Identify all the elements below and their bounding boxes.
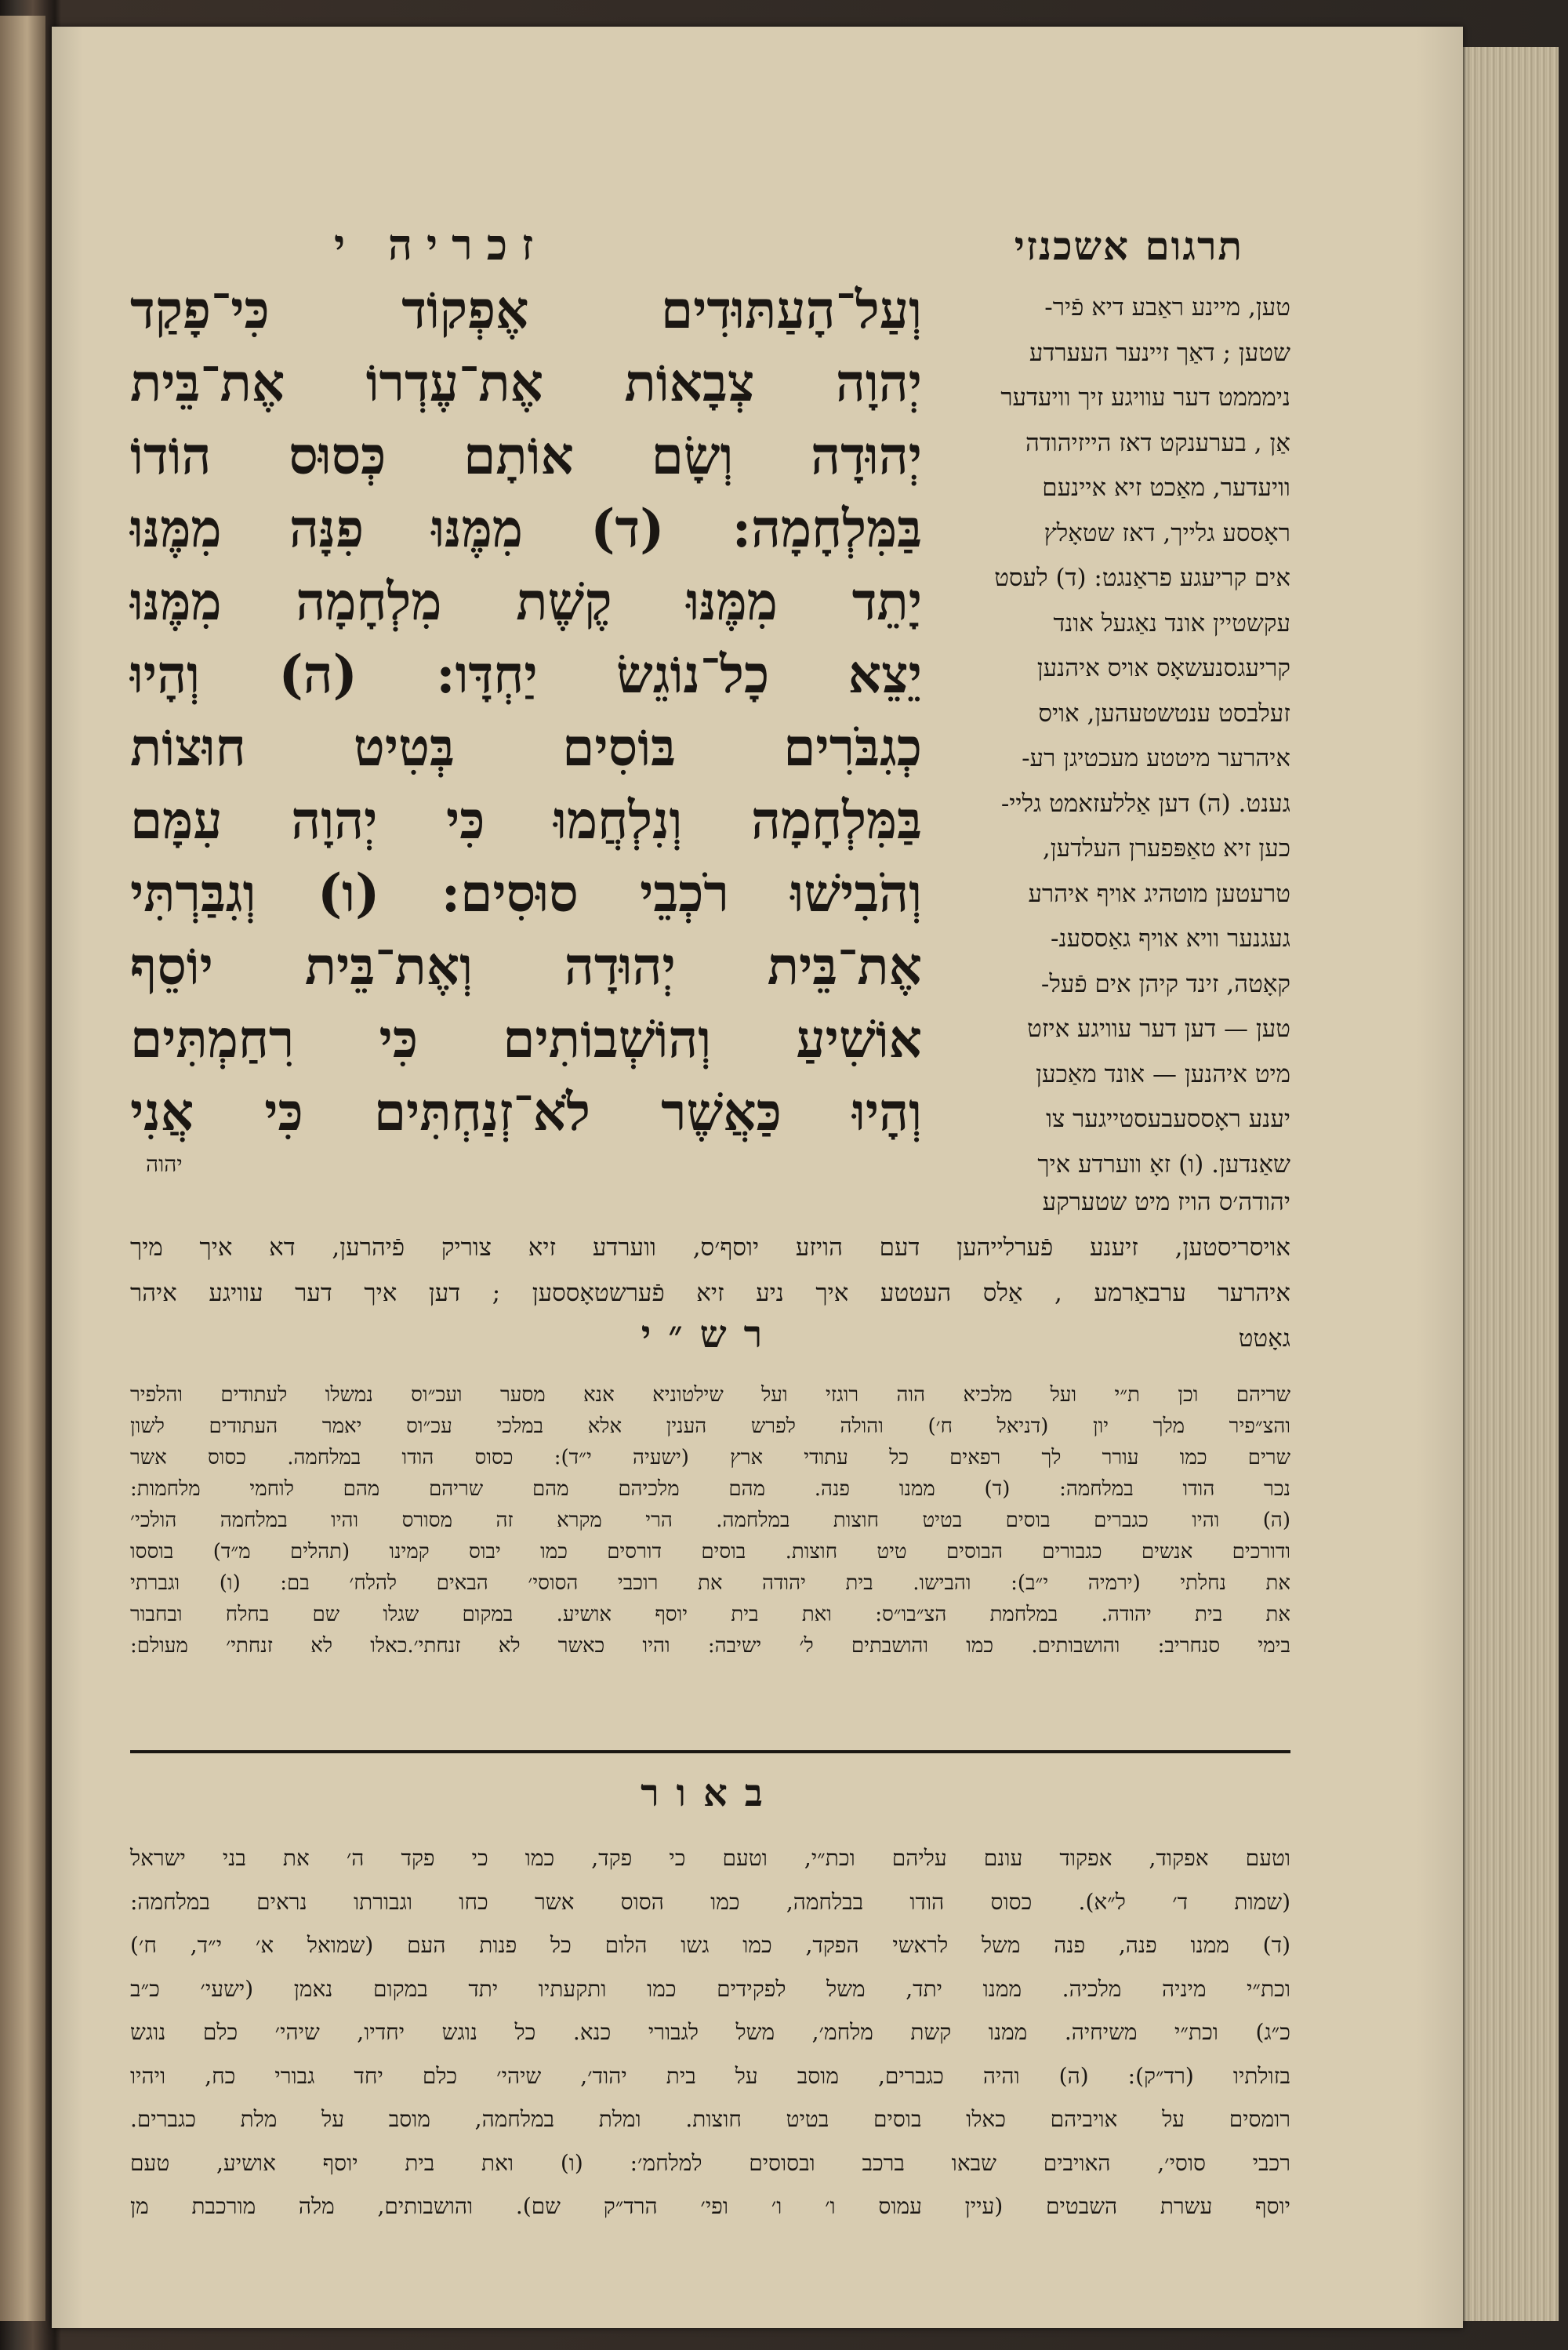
- rashi-line: את בית יהודה. במלחמת הצ״בו״ס: ואת בית יוסף אושיע. במקום שגלו שם בחלח ובחבור: [130, 1603, 1290, 1626]
- targum-line: יענע ראָססעבעסטייגער צו: [1046, 1105, 1290, 1133]
- targum-line: טען, מיינע ראַבע דיא פֿיר-: [1044, 293, 1290, 321]
- header-targum-title: תרגום אשכנזי: [1014, 223, 1243, 269]
- targum-line: וויעדער, מאַכט זיא איינעם: [1042, 474, 1290, 502]
- verse-line: וְעַל־הָעַתּוּדִים אֶפְקוֹד כִּי־פָקַד: [130, 279, 922, 340]
- rashi-heading: רש״י: [641, 1313, 780, 1357]
- verse-line: בַּמִּלְחָמָה: (ד) מִמֶּנּוּ פִנָּה מִמֶּנּוּ: [130, 498, 922, 559]
- targum-line: מיט איהנען — אונד מאַכען: [1036, 1059, 1290, 1088]
- catchword: יהוה: [146, 1151, 183, 1177]
- biur-commentary: [130, 1836, 1290, 2228]
- biur-line: יוסף עשרת השבטים (עיין עמוס ו׳ ו׳ ופי׳ הרד״ק שם). והושבותים, מלה מורכבת מן: [130, 2193, 1290, 2219]
- targum-line: אים קריעגע פראַנגט: (ד) לעסט: [994, 564, 1290, 592]
- targum-line: טרעטען מוטהיג אויף איהרע: [1028, 879, 1290, 908]
- rashi-line: את נחלתי (ירמיה י״ב): והבישו. בית יהודה את רוכבי הסוסי׳ הבאים להלח׳ בם: (ו) וגברתי: [130, 1571, 1290, 1595]
- targum-line: אַן , בערענקט דאז הייזיהודה: [1025, 428, 1290, 457]
- verse-line: וְהָיוּ כַּאֲשֶׁר לֹא־זְנַחְתִּים כִּי אֲנִי: [130, 1081, 922, 1142]
- biur-line: רכבי סוסי׳, האויבים שבאו ברכב ובסוסים למלחמ׳: (ו) ואת בית יוסף אושיע, טעם: [130, 2149, 1290, 2176]
- targum-line: נימממט דער עוויגע זיך וויעדער: [1000, 383, 1290, 412]
- rashi-line: שרים כמו עורר לך רפאים כל עתודי ארץ (ישעיה י״ד): כסוס הודו במלחמה. כסוס אשר: [130, 1446, 1290, 1469]
- targum-line: טען — דען דער עוויגע איזט: [1027, 1015, 1290, 1043]
- biur-line: כ״ג) וכת״י משיחיה. ממנו קשת מלחמ׳, משל לגבורי כנא. כל נוגש יחדיו, שיהי׳ כלם נוגש: [130, 2019, 1290, 2045]
- rashi-commentary: [130, 1379, 1290, 1662]
- targum-line: עקשטיין אונד נאַגעל אונד: [1053, 608, 1290, 637]
- rashi-line: ודורכים אנשים כגבורים הבוסים טיט חוצות. בוסים דורסים כמו יבוס קמינו (תהלים מ״ד) בוססו: [130, 1540, 1290, 1564]
- verse-column: [130, 274, 922, 1180]
- verse-line: וְהֹבִישׁוּ רֹכְבֵי סוּסִים: (ו) וְגִבַּרְתִּי: [130, 863, 922, 924]
- rashi-line: בימי סנחריב: והושבותים. כמו והושבתים ל׳ ישיבה: והיו כאשר לא זנחתי׳.כאלו לא זנחתי׳ מעולם:: [130, 1634, 1290, 1658]
- rashi-line: נכר הודו במלחמה: (ד) ממנו פנה. מהם מלכיהם מהם שריהם מהם לוחמי מלחמות:: [130, 1477, 1290, 1501]
- targum-line: כען זיא טאַפּפערן העלדען,: [1042, 834, 1290, 863]
- page-fore-edge: [1463, 47, 1559, 2321]
- targum-line: יהודה׳ס הויז מיט שטערקע: [1042, 1188, 1290, 1216]
- verse-line: יָתֵד מִמֶּנּוּ קֶשֶׁת מִלְחָמָה מִמֶּנּוּ: [130, 571, 922, 632]
- verse-line: יְהוּדָה וְשָׂם אוֹתָם כְּסוּס הוֹדוֹ: [130, 425, 922, 486]
- targum-line: גאָטט: [1238, 1324, 1290, 1353]
- biur-line: בזולתיו (רד״ק): (ה) והיה כגברים, מוסב על בית יהוד׳, שיהי׳ כלם יחד גבורי כח, ויהיו: [130, 2062, 1290, 2089]
- page-content: [130, 183, 1290, 2238]
- targum-line: קאָטה, זינד קיהן אים פֿעל-: [1040, 969, 1290, 998]
- biur-line: (שמות ד׳ ל״א). כסוס הודו בבלחמה, כמו הסוס אשר כחו וגבורתו נראים במלחמה:: [130, 1888, 1290, 1915]
- targum-line: איהרער ערבאַרמע , אַלס העטטע איך ניע זיא פֿערשטאָססען ; דען איך דער עוויגע איהר: [130, 1279, 1290, 1307]
- targum-line: געגנער וויא אויף גאַססענ-: [1051, 924, 1290, 953]
- biur-line: (ד) ממנו פנה, פנה משל לראשי הפקד, כמו גשו הלום כל פנות העם (שמואל א׳ י״ד, ח׳): [130, 1932, 1290, 1958]
- targum-line: זעלבסט ענטשטעהען, אויס: [1038, 699, 1290, 728]
- verse-line: כְגִבֹּרִים בּוֹסִים בְּטִיט חוּצוֹת: [130, 717, 922, 778]
- targum-column: [922, 285, 1290, 1187]
- book-page: [52, 27, 1463, 2328]
- targum-line: שטען ; דאַך זיינער העערדע: [1029, 338, 1290, 367]
- verse-line: אֶת־בֵּית יְהוּדָה וְאֶת־בֵּית יוֹסֵף: [130, 935, 922, 997]
- targum-line: ראָססע גלייך, דאז שטאָלץ: [1044, 518, 1290, 547]
- section-divider: [130, 1750, 1290, 1753]
- targum-line: איהרער מיטטע מעכטיגן רע-: [1022, 744, 1290, 772]
- rashi-line: והצ״פיר מלך יון (דניאל ח׳) והולה לפרש הענין אלא במלכי עכ״וס יאמר העתודים לשון: [130, 1415, 1290, 1438]
- rashi-line: שריהם וכן ת״י ועל מלכיא הוה רוגזי ועל שילטוניא אנא מסער ועכ״וס נמשלו לעתודים והלפיר: [130, 1383, 1290, 1407]
- verse-line: אוֹשִׁיעַ וְהוֹשְׁבוֹתִים כִּי רִחַמְתִּים: [130, 1008, 922, 1070]
- biur-line: וכת״י מיניה מלכיה. ממנו יתד, משל לפקידים כמו ותקעתיו יתד במקום נאמן (ישעי׳ כ״ב: [130, 1975, 1290, 2002]
- verse-line: יֵצֵא כָל־נוֹגֵשׂ יַחְדָּו: (ה) וְהָיוּ: [130, 644, 922, 705]
- targum-line: קריעגסנעשאָס אויס איהנען: [1036, 654, 1290, 682]
- biur-line: וטעם אפקוד, אפקוד עונם עליהם וכת״י, וטעם כי פקד, כמו כי פקד ה׳ את בני ישראל: [130, 1845, 1291, 1871]
- header-book-chapter: זכריה י: [334, 220, 548, 270]
- biur-heading: באור: [641, 1771, 780, 1815]
- verse-line: בַּמִּלְחָמָה וְנִלְחֲמוּ כִּי יְהוָה עִמָּם: [130, 790, 922, 851]
- previous-page-edge: [0, 16, 45, 2321]
- targum-line: גענט. (ה) דען אַללעזאמט גליי-: [1000, 789, 1290, 818]
- rashi-line: (ה) והיו כגברים בוסים בטיט חוצות במלחמה. הרי מקרא זה מסורס והיו במלחמה הולכי׳: [130, 1509, 1290, 1532]
- targum-line: אויסריסטען, זיענע פֿערלייהען דעם הויזע יוסף׳ס, ווערדע זיא צוריק פֿיהרען, דא איך מיך: [130, 1233, 1290, 1262]
- biur-line: רומסים על אויביהם כאלו בוסים בטיט חוצות. ומלת במלחמה, מוסב על מלת כגברים.: [130, 2106, 1290, 2132]
- verse-line: יְהוָה צְבָאוֹת אֶת־עֶדְרוֹ אֶת־בֵּית: [130, 352, 922, 413]
- targum-line: שאַנדען. (ו) זאָ ווערדע איך: [1037, 1150, 1290, 1179]
